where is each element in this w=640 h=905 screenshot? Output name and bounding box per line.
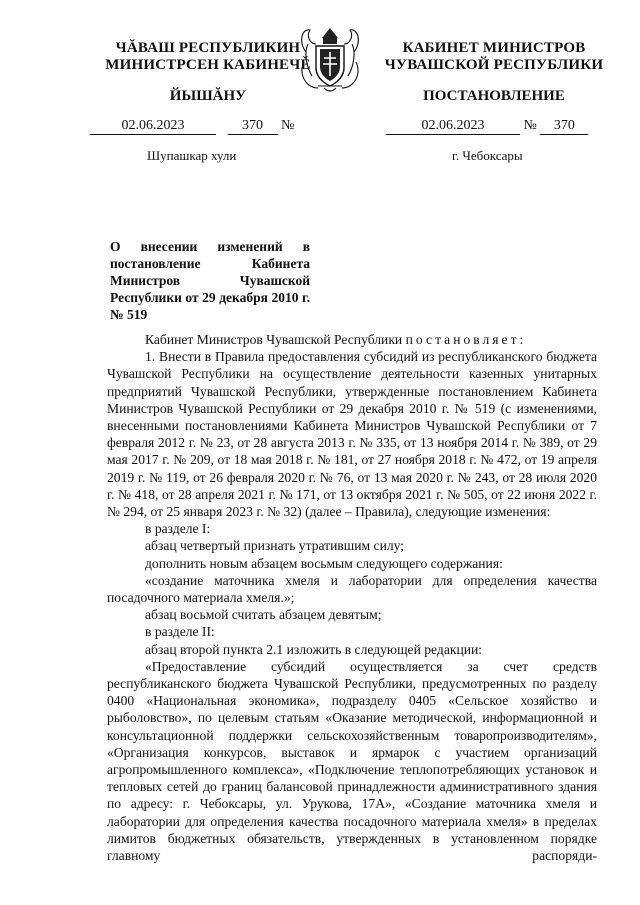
chuvash-emblem-icon <box>296 22 364 96</box>
document-subject: О внесении изменений в постановление Кабинета Министров Чувашской Республики от 29 декабря 2010 г. № 519 <box>110 239 310 322</box>
header-left <box>98 40 318 74</box>
intro-prefix: Кабинет Министров Чувашской Республики <box>145 332 403 347</box>
body-paragraph: абзац восьмой считать абзацем девятым; <box>145 607 382 623</box>
header-left-doc-type: ЙЫШĂНУ <box>169 88 247 104</box>
body-paragraph: дополнить новым абзацем восьмым следующего содержания: <box>145 555 503 571</box>
header-right-line1: КАБИНЕТ МИНИСТРОВ <box>402 40 586 56</box>
registration-left <box>90 118 294 136</box>
registration-right <box>386 118 588 136</box>
body-paragraph: «создание маточника хмеля и лаборатории для определения качества посадочного материала хмеля.»; <box>107 572 597 606</box>
number-sign-left: № <box>281 118 295 133</box>
number-sign-right: № <box>523 118 537 133</box>
number-right: 370 <box>540 118 588 135</box>
intro-paragraph <box>107 331 597 348</box>
header-left-line2: МИНИСТРСЕН КАБИНЕЧĚ <box>105 57 311 73</box>
header-right-doc-type: ПОСТАНОВЛЕНИЕ <box>423 88 565 104</box>
body-paragraph: «Предоставление субсидий осуществляется за счет средств республиканского бюджета Чувашской Республики, предусмотренных по разделу 0400 «Национальная экономика», подразделу 0405 «Сельское хозяйство и рыболовство», по целевым статьям «Оказание методической, информационной и консультационной поддержки сельскохозяйственным товаропроизводителям», «Организация конкурсов, выставок и ярмарок с участием организаций агропромышленного комплекса», «Подключение теплопотребляющих установок и тепловых сетей до границ балансовой принадлежности административного здания по адресу: г. Чебоксары, ул. Урукова, 17А», «Создание маточника хмеля и лаборатории для определения качества посадочного материала хмеля» в пределах лимитов бюджетных обязательств, утвержденных в установленном порядке главному распоряди- <box>107 658 597 864</box>
document-body <box>107 331 597 864</box>
number-left: 370 <box>228 118 278 135</box>
body-paragraph: в разделе I: <box>145 521 211 537</box>
body-paragraph: абзац четвертый признать утратившим силу; <box>145 538 405 554</box>
city-left: Шупашкар хули <box>147 148 237 163</box>
date-right: 02.06.2023 <box>386 118 520 135</box>
header-right-line2: ЧУВАШСКОЙ РЕСПУБЛИКИ <box>384 57 604 73</box>
body-paragraph: 1. Внести в Правила предоставления субсидий из республиканского бюджета Чувашской Республики на осуществление деятельности казенных унитарных предприятий Чувашской Республики, утвержденные постановлением Кабинета Министров Чувашской Республики от 29 декабря 2010 г. № 519 (с изменениями, внесенными постановлениями Кабинета Министров Чувашской Республики от 7 февраля 2012 г. № 23, от 28 августа 2013 г. № 335, от 13 ноября 2014 г. № 389, от 29 мая 2017 г. № 209, от 18 мая 2018 г. № 181, от 27 ноября 2018 г. № 472, от 19 апреля 2019 г. № 119, от 26 февраля 2020 г. № 76, от 13 мая 2020 г. № 243, от 28 июля 2020 г. № 418, от 28 апреля 2021 г. № 171, от 13 октября 2021 г. № 505, от 22 июня 2022 г. № 294, от 25 января 2023 г. № 32) (далее – Правила), следующие изменения: <box>107 349 597 520</box>
date-left: 02.06.2023 <box>90 118 216 135</box>
header-right <box>384 40 604 74</box>
city-right: г. Чебоксары <box>452 148 523 163</box>
body-paragraph: в разделе II: <box>145 624 215 640</box>
intro-verb: постановляет: <box>405 332 527 347</box>
body-paragraph: абзац второй пункта 2.1 изложить в следующей редакции: <box>145 641 483 657</box>
header-left-line1: ЧĂВАШ РЕСПУБЛИКИН <box>115 40 301 56</box>
